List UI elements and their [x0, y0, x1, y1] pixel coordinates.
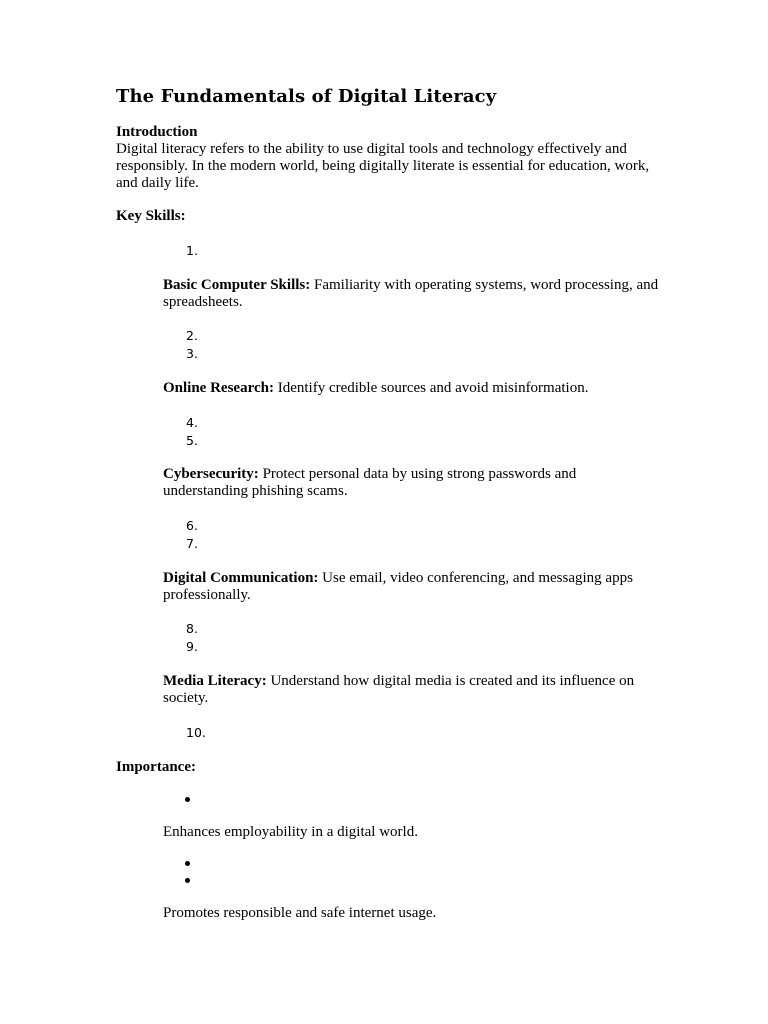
importance-item: Promotes responsible and safe internet usage. — [163, 905, 437, 921]
importance-item: Enhances employability in a digital world. — [163, 824, 418, 840]
list-number: 2. — [186, 328, 198, 343]
skill-label: Cybersecurity: — [163, 466, 259, 482]
list-number: 1. — [186, 243, 198, 258]
skill-text: Protect personal data by using strong passwords and understanding phishing scams. — [163, 466, 577, 499]
list-number: 3. — [186, 346, 198, 361]
list-number: 5. — [186, 433, 198, 448]
bullet-icon — [185, 861, 190, 866]
skill-label: Media Literacy: — [163, 673, 267, 689]
skill-text: Identify credible sources and avoid misinformation. — [273, 380, 589, 396]
introduction-heading: Introduction — [116, 124, 198, 140]
list-number: 6. — [186, 518, 198, 533]
skill-item-media-literacy — [163, 673, 663, 707]
skill-label: Basic Computer Skills: — [163, 277, 311, 293]
skill-text: Understand how digital media is created and its influence on society. — [163, 673, 635, 706]
bullet-icon — [185, 797, 190, 802]
skill-label: Digital Communication: — [163, 570, 319, 586]
skill-text: Use email, video conferencing, and messaging apps professionally. — [163, 570, 633, 603]
list-number: 10. — [186, 725, 206, 740]
skill-label: Online Research: — [163, 380, 274, 396]
list-number: 4. — [186, 415, 198, 430]
list-number: 7. — [186, 536, 198, 551]
introduction-paragraph: Digital literacy refers to the ability to use digital tools and technology effectively and responsibly. In the modern world, being digitally literate is essential for education, work, and daily life. — [116, 141, 650, 191]
skill-text: Familiarity with operating systems, word processing, and spreadsheets. — [163, 277, 659, 310]
skill-item-digital-communication — [163, 570, 663, 604]
bullet-icon — [185, 878, 190, 883]
key-skills-heading: Key Skills: — [116, 208, 186, 224]
list-number: 8. — [186, 621, 198, 636]
list-number: 9. — [186, 639, 198, 654]
skill-item-basic-computer — [163, 277, 663, 311]
importance-heading: Importance: — [116, 759, 196, 775]
document-title: The Fundamentals of Digital Literacy — [116, 86, 497, 107]
skill-item-online-research — [163, 380, 663, 397]
skill-item-cybersecurity — [163, 466, 663, 500]
